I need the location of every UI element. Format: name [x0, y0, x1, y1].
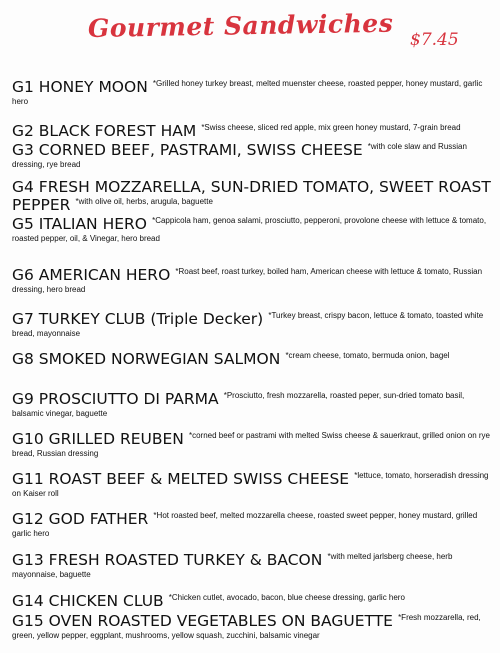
menu-item-g7: [12, 310, 494, 342]
menu-item-g12: [12, 510, 494, 542]
item-description: *with olive oil, herbs, arugula, baguette: [75, 197, 213, 206]
item-name: G2 BLACK FOREST HAM: [12, 122, 197, 140]
item-name: G3 CORNED BEEF, PASTRAMI, SWISS CHEESE: [12, 141, 363, 159]
menu-item-g11: [12, 470, 494, 502]
item-description: *corned beef or pastrami with melted Swiss cheese & sauerkraut, grilled onion on rye bread, Russian dressing: [12, 431, 491, 458]
menu-item-g6: [12, 266, 494, 298]
menu-title: Gourmet Sandwiches: [87, 8, 394, 43]
item-description: *with melted jarlsberg cheese, herb mayonnaise, baguette: [12, 552, 453, 579]
item-name: G15 OVEN ROASTED VEGETABLES ON BAGUETTE: [12, 612, 393, 630]
menu-item-g10: [12, 430, 494, 462]
menu-item-g13: [12, 551, 494, 583]
item-description: *Grilled honey turkey breast, melted muenster cheese, roasted pepper, honey mustard, garlic hero: [12, 79, 483, 106]
item-name: G1 HONEY MOON: [12, 78, 148, 96]
item-name: G8 SMOKED NORWEGIAN SALMON: [12, 350, 281, 368]
item-description: *Chicken cutlet, avocado, bacon, blue cheese dressing, garlic hero: [168, 593, 405, 602]
menu-item-g1: [12, 78, 494, 110]
item-description: *with cole slaw and Russian dressing, rye bread: [12, 142, 467, 169]
menu-item-g3: [12, 141, 494, 173]
menu-item-g5: [12, 215, 494, 247]
item-name: G9 PROSCIUTTO DI PARMA: [12, 390, 219, 408]
item-name: G13 FRESH ROASTED TURKEY & BACON: [12, 551, 323, 569]
item-name: G7 TURKEY CLUB (Triple Decker): [12, 310, 264, 328]
item-name: G14 CHICKEN CLUB: [12, 592, 164, 610]
item-description: *Prosciutto, fresh mozzarella, roasted peper, sun-dried tomato basil, balsamic vinegar, baguette: [12, 391, 465, 418]
item-description: *cream cheese, tomato, bermuda onion, bagel: [285, 351, 450, 360]
item-name: G12 GOD FATHER: [12, 510, 149, 528]
menu-item-g15: [12, 612, 494, 644]
item-name: G6 AMERICAN HERO: [12, 266, 171, 284]
menu-item-g4: [12, 178, 494, 214]
item-description: *Turkey breast, crispy bacon, lettuce & tomato, toasted white bread, mayonnaise: [12, 311, 484, 338]
item-name: G4 FRESH MOZZARELLA, SUN-DRIED TOMATO, SWEET ROAST PEPPER: [12, 178, 491, 214]
menu-item-g2: [12, 122, 494, 140]
item-description: *Hot roasted beef, melted mozzarella cheese, roasted sweet pepper, honey mustard, grilled garlic hero: [12, 511, 478, 538]
item-description: *Fresh mozzarella, red, green, yellow pepper, eggplant, mushrooms, yellow squash, zucchini, balsamic vinegar: [12, 613, 481, 640]
item-name: G5 ITALIAN HERO: [12, 215, 147, 233]
item-description: *Cappicola ham, genoa salami, prosciutto, pepperoni, provolone cheese with lettuce & tomato, roasted pepper, oil, & Vinegar, hero bread: [12, 216, 487, 243]
item-name: G11 ROAST BEEF & MELTED SWISS CHEESE: [12, 470, 350, 488]
item-description: *lettuce, tomato, horseradish dressing on Kaiser roll: [12, 471, 489, 498]
item-description: *Swiss cheese, sliced red apple, mix green honey mustard, 7-grain bread: [201, 123, 461, 132]
menu-price: $7.45: [410, 30, 459, 50]
menu-item-g9: [12, 390, 494, 422]
menu-item-g14: [12, 592, 494, 610]
menu-item-g8: [12, 350, 494, 368]
item-description: *Roast beef, roast turkey, boiled ham, American cheese with lettuce & tomato, Russian dressing, hero bread: [12, 267, 483, 294]
item-name: G10 GRILLED REUBEN: [12, 430, 184, 448]
